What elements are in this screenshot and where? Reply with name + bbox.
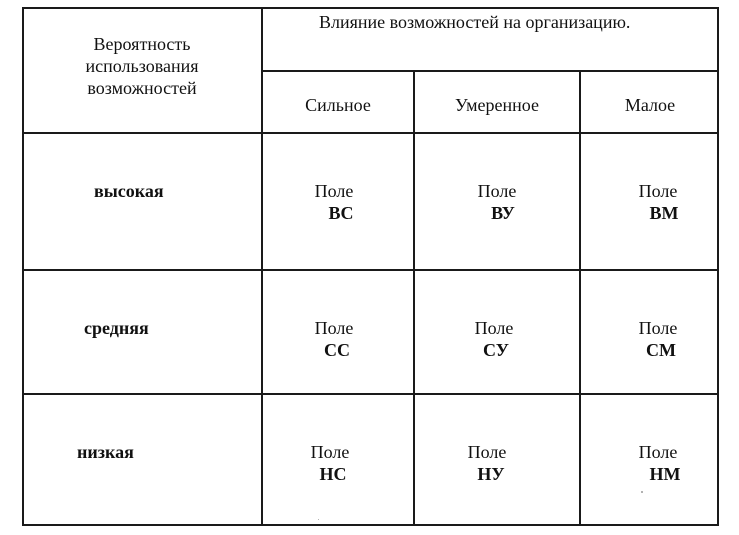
cell-code: СМ [646,340,676,360]
cell-medium-strong [304,317,364,361]
cell-high-moderate [467,180,527,224]
cell-code: СС [324,340,350,360]
row-label-high: высокая [94,181,164,201]
cell-high-strong [304,180,364,224]
column-header-moderate: Умеренное [454,95,539,115]
cell-low-strong [300,441,360,485]
cell-code: ВМ [649,203,679,223]
cell-code: НМ [649,464,681,484]
cell-field-label: Поле [638,442,678,462]
cell-medium-moderate [464,317,524,361]
cell-field-label: Поле [638,181,678,201]
cell-field-label: Поле [314,318,354,338]
probability-header-line-1: Вероятность [93,34,191,54]
row-divider-high [24,132,719,134]
column-header-strong: Сильное [305,95,371,115]
column-divider-strong [413,70,415,524]
column-header-low: Малое [624,95,676,115]
cell-field-label: Поле [314,181,354,201]
cell-field-label: Поле [474,318,514,338]
scan-speck [641,491,643,493]
row-label-medium: средняя [84,318,149,338]
row-divider-medium [24,269,719,271]
probability-header [32,33,252,99]
cell-high-low [628,180,688,224]
cell-field-label: Поле [467,442,507,462]
label-column-divider [261,9,263,524]
cell-field-label: Поле [310,442,350,462]
column-divider-moderate [579,70,581,524]
cell-field-label: Поле [638,318,678,338]
cell-code: СУ [483,340,509,360]
probability-header-line-3: возможностей [87,78,197,98]
cell-code: НС [319,464,347,484]
header-subdivider [261,70,719,72]
scan-speck [318,519,319,520]
cell-code: НУ [477,464,505,484]
cell-field-label: Поле [477,181,517,201]
cell-low-moderate [457,441,517,485]
row-label-low: низкая [77,442,134,462]
probability-header-line-2: использования [85,56,199,76]
influence-header: Влияние возможностей на организацию. [319,12,631,32]
cell-code: ВС [328,203,354,223]
cell-code: ВУ [491,203,515,223]
row-divider-low [24,393,719,395]
opportunity-matrix-table [22,7,719,526]
cell-low-low [628,441,688,485]
cell-medium-low [628,317,688,361]
